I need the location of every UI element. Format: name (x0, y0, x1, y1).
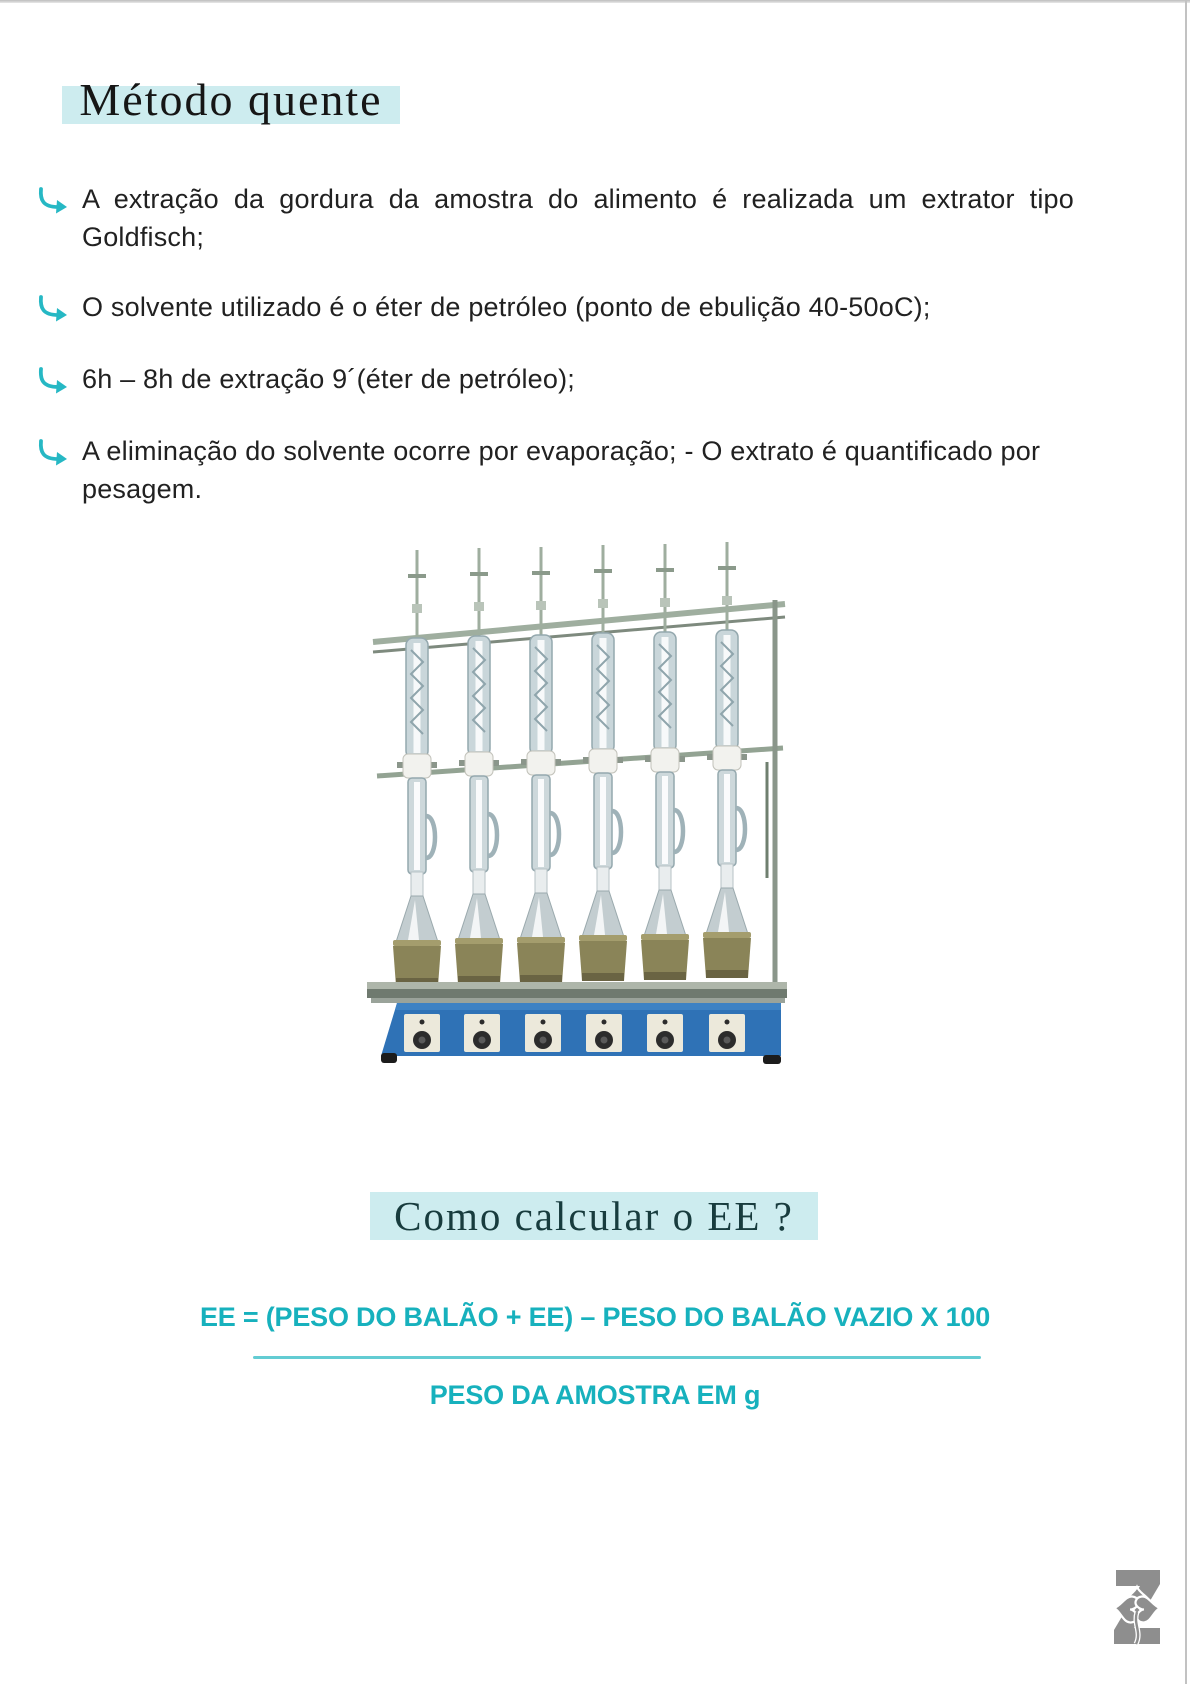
formula-numerator: EE = (PESO DO BALÃO + EE) – PESO DO BALÃO VAZIO X 100 (199, 1302, 991, 1332)
formula-denominator: PESO DA AMOSTRA EM g (429, 1380, 761, 1410)
hot-method-title: Método quente (79, 74, 383, 125)
bullet-item (34, 180, 1074, 256)
curved-arrow-icon (34, 288, 82, 329)
bullet-item (34, 432, 1074, 508)
bullet-text: A eliminação do solvente ocorre por evaporação; - O extrato é quantificado por pesagem. (82, 436, 1041, 504)
page-right-edge (1185, 0, 1187, 1684)
curved-arrow-icon (34, 432, 82, 473)
bullet-item (34, 288, 1074, 329)
curved-arrow-icon (34, 360, 82, 401)
bullet-text: 6h – 8h de extração 9´(éter de petróleo); (82, 364, 576, 394)
clover-z-logo (1106, 1566, 1168, 1650)
curved-arrow-icon (34, 180, 82, 221)
bullet-item (34, 360, 1074, 401)
bullet-text: A extração da gordura da amostra do alimento é realizada um extrator tipo Goldfisch; (82, 184, 1074, 252)
ee-title: Como calcular o EE ? (394, 1193, 794, 1239)
formula-divider (253, 1356, 981, 1359)
bullet-text: O solvente utilizado é o éter de petróleo (ponto de ebulição 40-50oC); (82, 292, 931, 322)
page-top-edge (0, 0, 1190, 3)
goldfisch-extractor-photo (365, 542, 790, 1064)
